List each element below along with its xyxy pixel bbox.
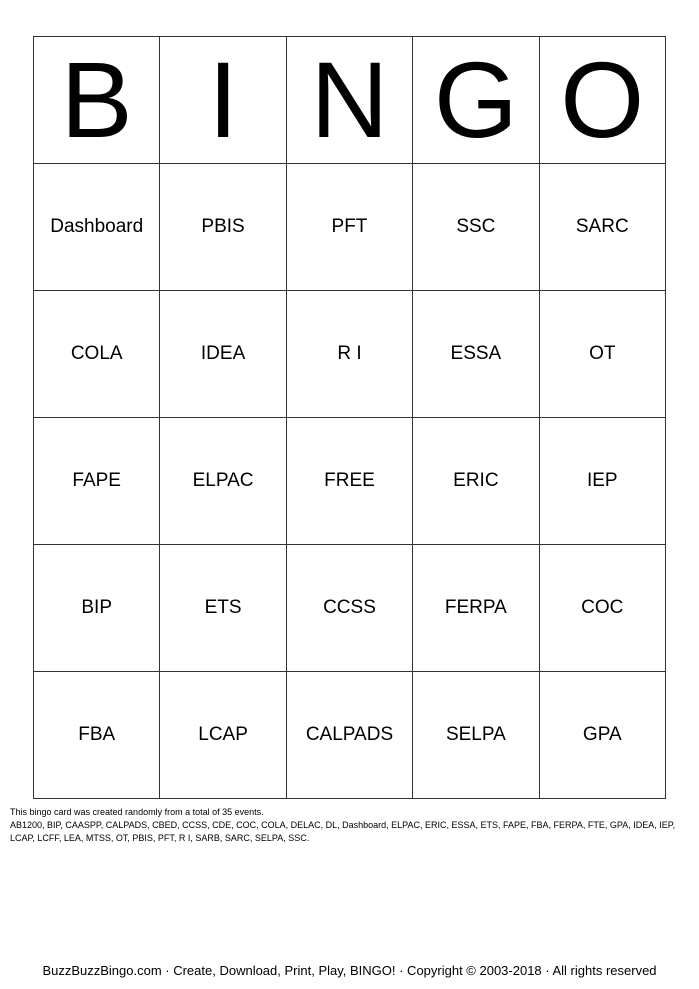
header-letter-g: G — [413, 37, 539, 164]
bingo-card — [33, 36, 666, 799]
bingo-cell: BIP — [34, 545, 160, 672]
bingo-cell: SARC — [539, 164, 665, 291]
card-notes — [10, 806, 690, 845]
created-note: This bingo card was created randomly from a total of 35 events. — [10, 807, 264, 817]
bingo-cell: COC — [539, 545, 665, 672]
bingo-header-row — [34, 37, 666, 164]
bingo-cell: Dashboard — [34, 164, 160, 291]
bingo-cell: LCAP — [160, 672, 286, 799]
bingo-cell: FERPA — [413, 545, 539, 672]
bingo-row-2 — [34, 291, 666, 418]
bingo-cell: R I — [286, 291, 412, 418]
bingo-cell: CCSS — [286, 545, 412, 672]
bingo-cell: GPA — [539, 672, 665, 799]
bingo-row-1 — [34, 164, 666, 291]
bingo-row-4 — [34, 545, 666, 672]
page-footer: BuzzBuzzBingo.com · Create, Download, Print, Play, BINGO! · Copyright © 2003-2018 · All rights reserved — [42, 963, 657, 978]
bingo-cell: OT — [539, 291, 665, 418]
bingo-cell: IEP — [539, 418, 665, 545]
header-letter-n: N — [286, 37, 412, 164]
bingo-cell: ELPAC — [160, 418, 286, 545]
bingo-cell: ETS — [160, 545, 286, 672]
bingo-cell: FBA — [34, 672, 160, 799]
bingo-cell: COLA — [34, 291, 160, 418]
bingo-cell: CALPADS — [286, 672, 412, 799]
bingo-cell: SELPA — [413, 672, 539, 799]
bingo-row-3 — [34, 418, 666, 545]
bingo-cell: PFT — [286, 164, 412, 291]
event-list: AB1200, BIP, CAASPP, CALPADS, CBED, CCSS, CDE, COC, COLA, DELAC, DL, Dashboard, ELPAC, ERIC, ESSA, ETS, FAPE, FBA, FERPA, FTE, GPA, IDEA, IEP, LCAP, LCFF, LEA, MTSS, OT, PBIS, PFT, R I, SARB, SARC, SELPA, SSC. — [10, 820, 676, 843]
bingo-cell: FAPE — [34, 418, 160, 545]
header-letter-o: O — [539, 37, 665, 164]
bingo-cell: IDEA — [160, 291, 286, 418]
bingo-row-5 — [34, 672, 666, 799]
bingo-cell: ERIC — [413, 418, 539, 545]
header-letter-i: I — [160, 37, 286, 164]
header-letter-b: B — [34, 37, 160, 164]
bingo-cell: PBIS — [160, 164, 286, 291]
bingo-cell: SSC — [413, 164, 539, 291]
bingo-cell: ESSA — [413, 291, 539, 418]
bingo-cell: FREE — [286, 418, 412, 545]
